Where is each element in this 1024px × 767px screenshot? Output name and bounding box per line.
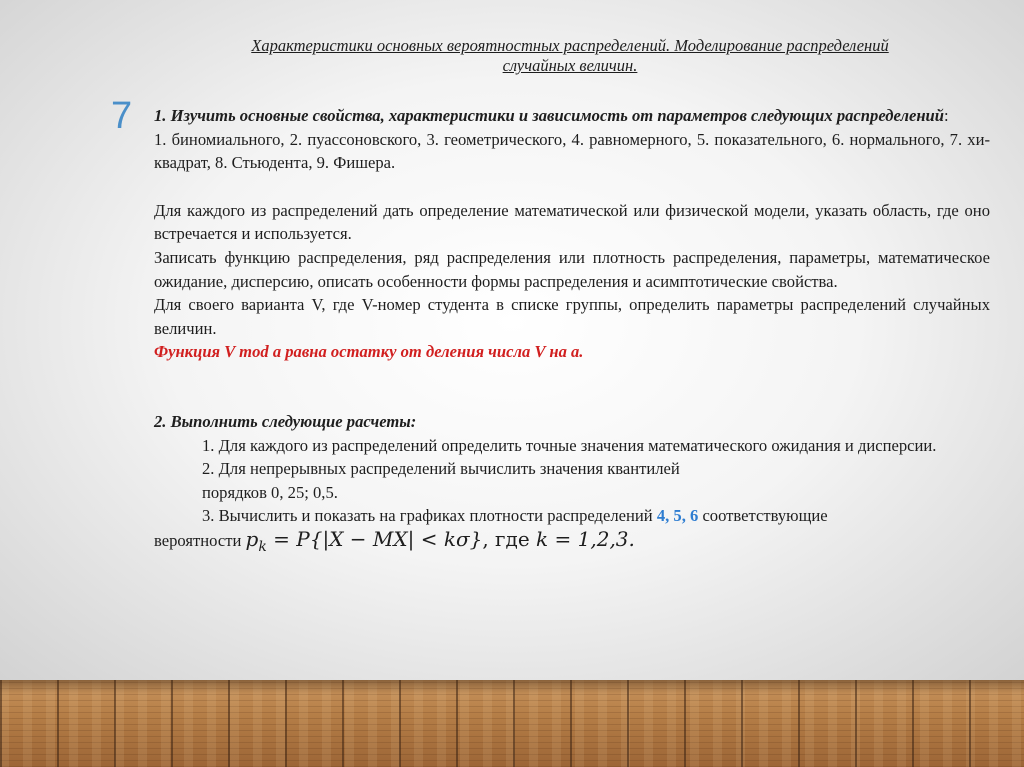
task2-item-2-line-2: порядков 0, 25; 0,5. (202, 482, 338, 502)
floor-shadow (0, 680, 1024, 694)
formula-tail: k = 1,2,3. (536, 526, 635, 551)
slide-title-line-1: Характеристики основных вероятностных распределений. Моделирование распределений (251, 36, 889, 55)
mod-function-note: Функция V mod a равна остатку от деления числа V на a. (154, 342, 584, 362)
task1-heading-text: 1. Изучить основные свойства, характеристики и зависимость от параметров следующих распределений (154, 106, 945, 125)
slide-content (154, 104, 990, 560)
probability-formula (245, 526, 635, 555)
slide-title-line-2: случайных величин. (502, 56, 638, 75)
task1-heading-colon: : (944, 106, 949, 125)
slide-number: 7 (111, 95, 133, 137)
task2-item-3-suffix: соответствующие (698, 506, 828, 526)
formula-lhs-subscript: k (258, 538, 267, 555)
formula-where-word: , где (482, 526, 537, 551)
formula-lhs: p (245, 526, 259, 551)
task1-paragraph-model: Для каждого из распределений дать определение математической или физической модели, указать область, где оно встречается и используется. (154, 200, 990, 244)
task1-paragraph-variant: Для своего варианта V, где V-номер студента в списке группы, определить параметры распределений случайных величин. (154, 295, 990, 338)
task2-item-1: 1. Для каждого из распределений определить точные значения математического ожидания и дисперсии. (202, 435, 937, 455)
task2-item-3-highlight: 4, 5, 6 (656, 506, 699, 526)
task2-item-3 (154, 504, 990, 528)
distribution-list: 1. биномиального, 2. пуассоновского, 3. геометрического, 4. равномерного, 5. показательного, 6. нормального, 7. хи-квадрат, 8. Стьюдента, 9. Фишера. (154, 129, 990, 173)
task1-heading (154, 104, 990, 128)
formula-prefix: вероятности (154, 530, 246, 550)
task2-item-3-formula-line (154, 528, 990, 560)
task1-paragraph-functions: Записать функцию распределения, ряд распределения или плотность распределения, параметры, математическое ожидание, дисперсию, описать особенности формы распределения и асимптотические свойства. (154, 247, 990, 291)
task2-heading: 2. Выполнить следующие расчеты: (154, 411, 417, 431)
formula-rhs: = P{|X − MX| < kσ} (266, 526, 483, 551)
task2-item-2-line-1: 2. Для непрерывных распределений вычислить значения квантилей (202, 459, 680, 479)
slide-title (180, 36, 960, 76)
task2-item-3-prefix: 3. Вычислить и показать на графиках плотности распределений (202, 506, 657, 526)
